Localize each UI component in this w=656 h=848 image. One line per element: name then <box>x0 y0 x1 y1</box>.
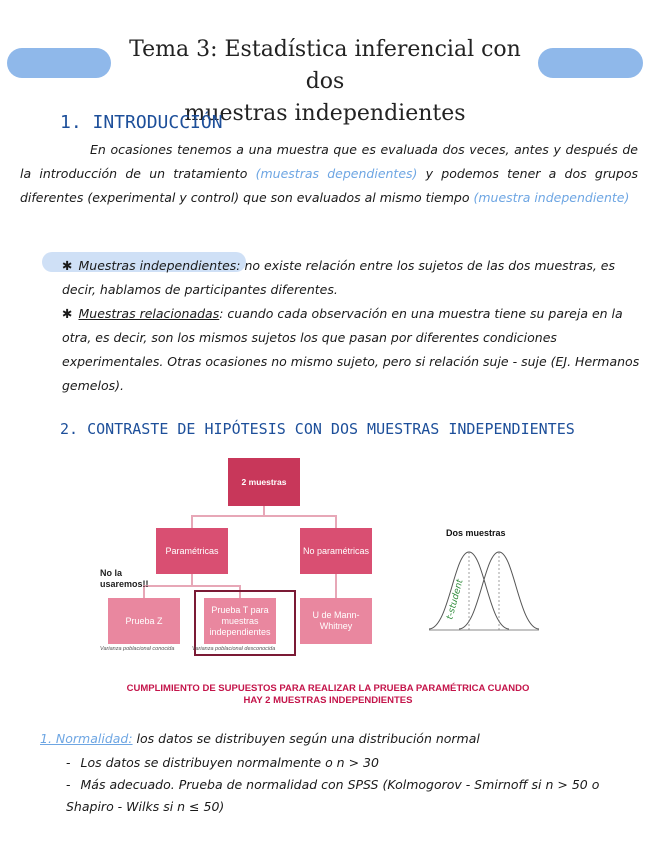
normalidad-text: los datos se distribuyen según una distribución normal <box>132 731 480 746</box>
node-mann-whitney: U de Mann-Whitney <box>300 598 372 644</box>
cumplimiento-heading <box>90 683 566 707</box>
star-icon: ✱ <box>62 258 73 273</box>
bullet-text: : cuando cada observación en una muestra tiene su pareja en la otra, es decir, son los mismos sujetos los que pasan por diferentes condiciones experimentales. Otras ocasiones no mismo sujeto, pero si relación suje - suje (EJ. Hermanos gemelos). <box>62 306 640 393</box>
list-item-text: Más adecuado. Prueba de normalidad con SPSS (Kolmogorov - Smirnoff si n > 50 o Shapiro - Wilks si n ≤ 50) <box>66 777 600 814</box>
intro-note-independiente: (muestra independiente) <box>473 190 630 205</box>
note-no-la-usaremos <box>100 568 149 590</box>
node-no-parametricas: No paramétricas <box>300 528 372 574</box>
connector <box>143 585 241 587</box>
title-decoration-left <box>7 48 111 78</box>
caption-varianza-desconocida: Varianza poblacional desconocida <box>192 646 276 652</box>
two-distributions-figure <box>424 540 544 640</box>
connector <box>335 515 337 528</box>
bullet-term: Muestras independientes <box>78 258 237 273</box>
intro-text-a: En ocasiones tenemos a una muestra que es evaluada dos veces, antes y después de la introducción de un tratamiento <box>20 142 638 181</box>
node-prueba-z: Prueba Z <box>108 598 180 644</box>
note-line2: usaremos!! <box>100 579 149 589</box>
list-item-text: Los datos se distribuyen normalmente o n > 30 <box>80 755 379 770</box>
connector <box>191 515 193 528</box>
curves-title: Dos muestras <box>446 528 506 538</box>
normalidad-label: 1. Normalidad: <box>40 731 133 746</box>
connector <box>191 515 337 517</box>
cumplimiento-line2: HAY 2 MUESTRAS INDEPENDIENTES <box>243 695 413 706</box>
list-item <box>66 774 636 818</box>
section-heading-contraste: 2. CONTRASTE DE HIPÓTESIS CON DOS MUESTRAS INDEPENDIENTES <box>60 420 575 438</box>
page-title-line2: muestras independientes <box>184 101 466 126</box>
node-2-muestras: 2 muestras <box>228 458 300 506</box>
intro-paragraph <box>20 138 638 210</box>
bullet-text: : no existe relación entre los sujetos de las dos muestras, es decir, hablamos de participantes diferentes. <box>62 258 616 297</box>
dash-bullet: - <box>66 777 71 792</box>
note-line1: No la <box>100 568 123 578</box>
dash-bullet: - <box>66 755 71 770</box>
caption-varianza-conocida: Varianza poblacional conocida <box>100 646 175 652</box>
star-icon: ✱ <box>62 306 73 321</box>
bullet-term: Muestras relacionadas <box>78 306 220 321</box>
bullet-relacionadas <box>62 302 640 398</box>
intro-note-dependientes: (muestras dependientes) <box>255 166 418 181</box>
section-heading-introduccion: 1. INTRODUCCIÓN <box>60 112 223 133</box>
node-parametricas: Paramétricas <box>156 528 228 574</box>
node-prueba-t: Prueba T para muestras independientes <box>204 598 276 644</box>
normalidad-line <box>40 728 640 750</box>
intro-text-b: y podemos tener a dos grupos diferentes (experimental y control) que son evaluados al mismo tiempo <box>20 166 638 205</box>
bullet-independientes <box>62 254 640 302</box>
cumplimiento-line1: CUMPLIMIENTO DE SUPUESTOS PARA REALIZAR LA PRUEBA PARAMÉTRICA CUANDO <box>126 683 530 694</box>
connector <box>335 574 337 598</box>
list-item <box>66 752 636 774</box>
title-decoration-right <box>538 48 643 78</box>
page-title-line1: Tema 3: Estadística inferencial con dos <box>129 37 521 94</box>
t-student-label: t-student <box>445 578 466 621</box>
